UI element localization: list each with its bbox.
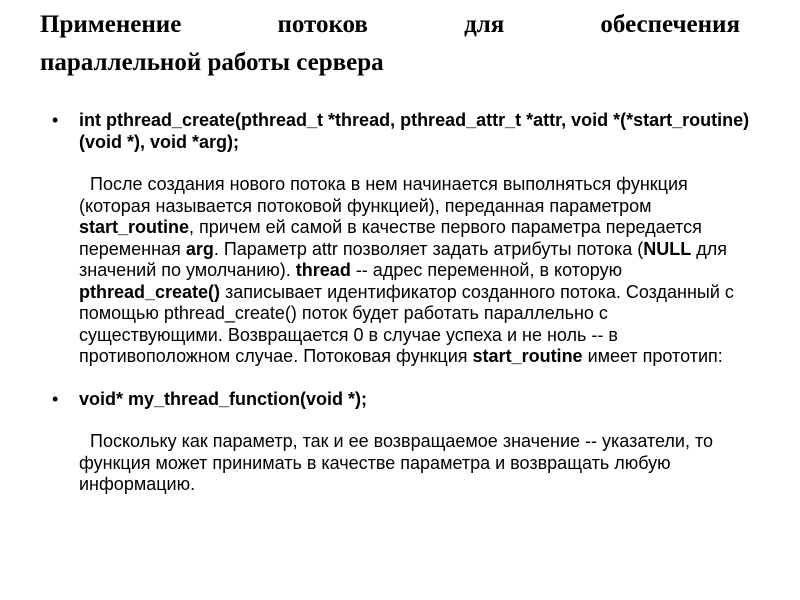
title-word: обеспечения [600,11,740,38]
code-term: start_routine [79,217,190,237]
title-word: для [464,11,505,38]
pthread-create-signature: int pthread_create(pthread_t *thread, pthread_attr_t *attr, void *(*start_routine)(void *), void *arg); [79,110,750,152]
thread-function-description [52,431,752,496]
code-term: start_routine [472,346,583,366]
title-line-2: параллельной работы сервера [40,49,384,76]
text-run: имеет прототип: [582,346,723,366]
bullet-icon: • [52,110,59,130]
bullet-icon: • [52,388,59,409]
thread-function-prototype: void* my_thread_function(void *); [79,388,368,409]
text-run: После создания нового потока в нем начинается выполняться функция (которая называется потоковой функцией), переданная параметром [79,174,688,216]
text-run: записывает идентификатор созданного потока. Созданный с помощью pthread_create() поток будет работать параллельно с существующими. Возвращается 0 в случае успеха и не ноль -- в противоположном случае. Потоковая функция [79,281,734,366]
text-run: -- адрес переменной, в которую [350,260,623,280]
pthread-create-description [52,174,752,368]
title-line-1 [40,6,740,44]
slide-title [40,6,740,82]
code-term: NULL [643,238,692,259]
title-word: потоков [277,11,368,38]
bullet-item-pthread-create [52,110,752,153]
text-run: для значений по умолчанию). [79,238,728,280]
code-term: pthread_create() [79,281,221,302]
text-run: . Параметр attr позволяет задать атрибуты потока ( [213,238,644,259]
bullet-item-thread-function [52,389,752,411]
title-word: Применение [40,11,182,38]
code-term: thread [295,260,351,280]
slide-content [52,110,752,496]
text-run: Поскольку как параметр, так и ее возвращаемое значение -- указатели, то функция может принимать в качестве параметра и возвращать любую информацию. [79,431,714,494]
text-run: , причем ей самой в качестве первого параметра передается переменная [79,217,702,259]
code-term: arg [185,238,214,259]
